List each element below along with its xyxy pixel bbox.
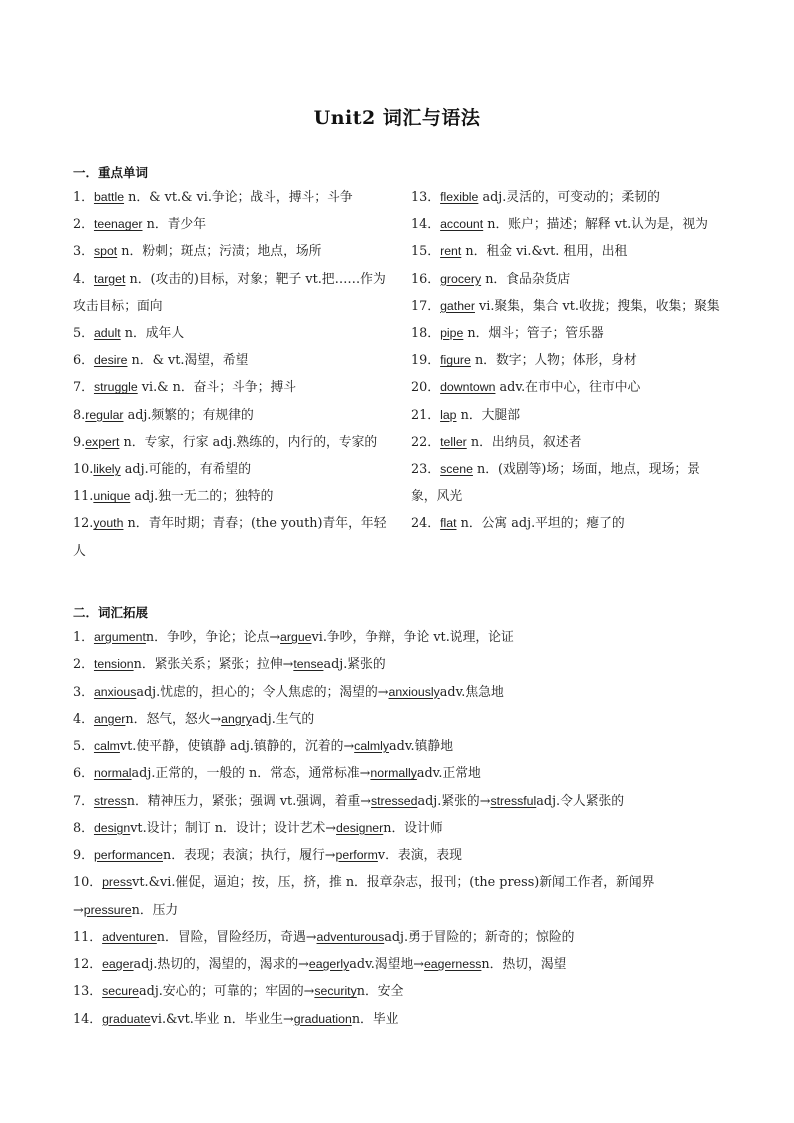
expansion-entry [73, 760, 733, 787]
entry-word: regular [85, 407, 124, 422]
entry-word: battle [93, 190, 125, 204]
entry-number: 16． [411, 271, 441, 287]
entry-word: argue [280, 630, 312, 644]
entry-word: stress [93, 793, 127, 808]
entry-number: 9． [73, 848, 94, 863]
entry-number: 1． [73, 190, 94, 205]
entry-word: perform [335, 848, 378, 862]
section-heading-vocab-expansion: 二．词汇拓展 [73, 605, 149, 620]
entry-meaning: adj.安心的；可靠的；牢固的→ [139, 984, 315, 1000]
entry-word: flexible [440, 190, 479, 204]
entry-meaning: n．怒气，怒火→ [125, 711, 222, 727]
entry-meaning: adj.可能的，有希望的 [124, 462, 252, 478]
entry-word: figure [440, 353, 471, 368]
entry-word: scene [440, 462, 473, 477]
word-entry [73, 456, 391, 483]
entry-number: 5． [73, 739, 94, 754]
entry-word: designer [336, 820, 384, 835]
entry-number: 14． [73, 1011, 103, 1027]
entry-word: flat [440, 516, 457, 531]
entry-word: design [93, 820, 131, 835]
entry-meaning: n．精神压力，紧张；强调 vt.强调，着重→ [126, 793, 371, 809]
word-entry [411, 510, 723, 537]
entry-meaning: n．青年时期；青春；(the youth)青年，年轻人 [73, 516, 387, 559]
word-entry [73, 402, 391, 429]
entry-meaning: adv.焦急地 [439, 684, 504, 700]
entry-number: 24． [411, 516, 441, 532]
entry-meaning: adj.紧张的 [323, 657, 386, 673]
entry-word: adventure [102, 929, 157, 944]
entry-word: adventurous [316, 929, 385, 944]
entry-number: 12. [73, 516, 94, 532]
entry-meaning: n．安全 [356, 984, 404, 1000]
expansion-entry [73, 951, 733, 978]
expansion-entry [73, 733, 733, 760]
expansion-entry [73, 706, 733, 733]
entry-word: stressful [490, 793, 537, 808]
entry-meaning: n．(戏剧等)场；场面，地点，现场；景象，风光 [411, 462, 700, 505]
entry-meaning: adj.热切的，渴望的，渴求的→ [133, 957, 309, 972]
entry-meaning: adj.令人紧张的 [536, 793, 625, 809]
entry-meaning: n．专家，行家 adj.熟练的，内行的，专家的 [123, 434, 378, 450]
entry-meaning: n．大腿部 [460, 407, 521, 423]
entry-number: 5． [73, 326, 94, 342]
entry-word: likely [93, 462, 121, 477]
word-entry [73, 238, 391, 265]
entry-meaning: v．表演，表现 [377, 848, 462, 863]
entry-meaning: vt.&vi.催促，逼迫；按，压，挤，推 n．报章杂志，报刊；(the press)新闻工作者，新闻界→ [73, 875, 655, 918]
entry-word: rent [440, 244, 462, 259]
entry-number: 3． [73, 684, 94, 700]
entry-meaning: n．青少年 [146, 217, 207, 233]
expansion-entry [73, 815, 733, 842]
word-entry [411, 456, 723, 510]
entry-number: 20． [411, 380, 441, 396]
entry-meaning: adj.紧张的→ [417, 793, 491, 809]
page-title: Unit2 词汇与语法 [313, 107, 481, 129]
entry-word: pipe [440, 326, 464, 341]
entry-meaning: adj.独一无二的；独特的 [134, 489, 274, 505]
entry-word: tension [93, 657, 134, 672]
entry-number: 11． [73, 929, 103, 945]
entry-meaning: adv.在市中心，往市中心 [499, 380, 641, 396]
entry-word: unique [93, 489, 131, 504]
entry-word: expert [85, 434, 120, 449]
word-entry [411, 184, 723, 211]
expansion-entry [73, 651, 733, 678]
entry-word: lap [440, 407, 457, 422]
entry-meaning: n．& vt.渴望，希望 [131, 353, 249, 369]
entry-word: security [314, 984, 357, 999]
entry-word: calmly [354, 739, 390, 753]
entry-number: 1． [73, 630, 94, 645]
entry-word: tense [293, 657, 324, 672]
entry-number: 2． [73, 657, 94, 673]
word-entry [411, 211, 723, 238]
entry-meaning: n．粉刺；斑点；污渍；地点，场所 [121, 244, 322, 260]
entry-meaning: n．压力 [131, 902, 179, 918]
entry-number: 22． [411, 434, 441, 450]
entry-word: anger [93, 711, 126, 726]
entry-meaning: vt.设计；制订 n．设计；设计艺术→ [130, 820, 337, 836]
expansion-entry [73, 924, 733, 951]
entry-meaning: vi.&vt.毕业 n．毕业生→ [150, 1011, 294, 1027]
word-entry [73, 429, 391, 456]
entry-meaning: n．(攻击的)目标，对象；靶子 vt.把……作为攻击目标；面向 [73, 271, 386, 314]
entry-meaning: n．烟斗；管子；管乐器 [467, 326, 604, 342]
entry-number: 10． [73, 875, 103, 891]
entry-meaning: n．成年人 [124, 326, 185, 342]
word-entry [73, 483, 391, 510]
entry-word: stressed [370, 793, 418, 808]
entry-word: teller [440, 434, 467, 449]
entry-word: anxiously [388, 684, 440, 699]
entry-word: desire [93, 353, 128, 368]
entry-meaning: n．热切，渴望 [481, 957, 567, 972]
entry-number: 9. [73, 434, 86, 450]
key-words-left-column [73, 184, 391, 565]
entry-word: teenager [93, 217, 143, 232]
entry-word: target [93, 271, 126, 286]
word-entry [411, 374, 723, 401]
word-entry [411, 266, 723, 293]
entry-meaning: n．数字；人物；体形，身材 [474, 353, 637, 369]
entry-word: grocery [440, 271, 482, 286]
entry-number: 19． [411, 353, 441, 369]
expansion-entry [73, 624, 733, 651]
entry-number: 13． [411, 190, 441, 205]
word-entry [411, 293, 723, 320]
entry-word: gather [440, 298, 475, 313]
entry-meaning: n．设计师 [383, 820, 443, 836]
entry-word: eagerly [308, 957, 350, 971]
entry-word: eager [102, 957, 134, 971]
entry-word: graduation [293, 1011, 352, 1026]
word-entry [73, 347, 391, 374]
entry-word: adult [93, 326, 121, 341]
entry-number: 4． [73, 711, 94, 727]
vocab-expansion-list [73, 624, 733, 1033]
entry-meaning: vi.& n．奋斗；斗争；搏斗 [141, 380, 297, 396]
entry-meaning: vi.争吵，争辩，争论 vt.说理，论证 [311, 630, 514, 645]
entry-meaning: n．紧张关系；紧张；拉伸→ [133, 657, 294, 673]
expansion-entry [73, 1006, 733, 1033]
entry-number: 4． [73, 271, 94, 287]
word-entry [73, 184, 391, 211]
section-heading-key-words: 一．重点单词 [73, 165, 149, 180]
word-entry [73, 320, 391, 347]
entry-meaning: adv.渴望地→ [349, 957, 424, 972]
entry-meaning: n．& vt.& vi.争论；战斗，搏斗；斗争 [128, 190, 353, 205]
entry-number: 15． [411, 244, 441, 260]
entry-number: 7． [73, 380, 94, 396]
entry-meaning: n．账户；描述；解释 vt.认为是，视为 [487, 217, 708, 233]
entry-number: 23． [411, 462, 441, 478]
entry-meaning: n．毕业 [351, 1011, 399, 1027]
entry-meaning: adj.灵活的，可变动的；柔韧的 [482, 190, 660, 205]
entry-word: performance [93, 848, 163, 862]
entry-word: normally [370, 766, 417, 781]
entry-number: 7． [73, 793, 94, 809]
expansion-entry [73, 679, 733, 706]
entry-number: 13． [73, 984, 103, 1000]
word-entry [411, 320, 723, 347]
entry-word: anxious [93, 684, 137, 699]
entry-word: secure [102, 984, 140, 999]
expansion-entry [73, 869, 733, 924]
entry-word: pressure [83, 902, 132, 917]
entry-number: 3． [73, 244, 94, 260]
entry-meaning: adj.生气的 [251, 711, 315, 727]
entry-word: struggle [93, 380, 138, 395]
entry-number: 14． [411, 217, 441, 233]
entry-meaning: vi.聚集，集合 vt.收拢；搜集，收集；聚集 [479, 298, 720, 314]
entry-number: 2． [73, 217, 94, 233]
entry-word: angry [221, 711, 252, 726]
entry-meaning: n．出纳员，叙述者 [470, 434, 582, 450]
entry-number: 11. [73, 489, 94, 505]
entry-meaning: n．争吵，争论；论点→ [145, 630, 281, 645]
entry-number: 21． [411, 407, 441, 423]
entry-word: normal [93, 766, 132, 781]
entry-meaning: adj.忧虑的，担心的；令人焦虑的；渴望的→ [136, 684, 389, 700]
entry-number: 18． [411, 326, 441, 342]
word-entry [73, 211, 391, 238]
key-words-right-column [411, 184, 723, 538]
entry-meaning: n．表现；表演；执行，履行→ [163, 848, 336, 863]
entry-meaning: n．租金 vi.&vt. 租用，出租 [465, 244, 628, 260]
expansion-entry [73, 842, 733, 869]
word-entry [411, 429, 723, 456]
entry-word: argument [93, 630, 146, 644]
entry-number: 8． [73, 820, 94, 836]
entry-word: spot [93, 244, 118, 259]
entry-word: press [102, 875, 133, 890]
entry-meaning: adj.频繁的；有规律的 [127, 407, 254, 423]
word-entry [73, 374, 391, 401]
entry-meaning: adj.勇于冒险的；新奇的；惊险的 [384, 929, 575, 945]
entry-word: downtown [440, 380, 496, 395]
entry-word: account [440, 217, 484, 232]
entry-meaning: vt.使平静，使镇静 adj.镇静的，沉着的→ [119, 739, 355, 754]
entry-number: 17． [411, 298, 441, 314]
word-entry [411, 347, 723, 374]
entry-number: 10. [73, 462, 94, 478]
entry-meaning: adj.正常的，一般的 n．常态，通常标准→ [131, 766, 371, 782]
expansion-entry [73, 978, 733, 1005]
entry-word: calm [93, 739, 120, 753]
word-entry [411, 402, 723, 429]
entry-meaning: n．食品杂货店 [485, 271, 571, 287]
entry-meaning: n．冒险，冒险经历，奇遇→ [156, 929, 317, 945]
word-entry [73, 266, 391, 320]
entry-meaning: n．公寓 adj.平坦的；瘪了的 [460, 516, 625, 532]
entry-number: 8. [73, 407, 86, 423]
entry-number: 6． [73, 353, 94, 369]
word-entry [411, 238, 723, 265]
entry-word: youth [93, 516, 124, 531]
entry-meaning: adv.正常地 [416, 766, 481, 782]
entry-meaning: adv.镇静地 [389, 739, 454, 754]
entry-number: 12． [73, 957, 103, 972]
entry-word: graduate [102, 1011, 151, 1026]
expansion-entry [73, 788, 733, 815]
word-entry [73, 510, 391, 564]
entry-word: eagerness [423, 957, 482, 971]
entry-number: 6． [73, 766, 94, 782]
